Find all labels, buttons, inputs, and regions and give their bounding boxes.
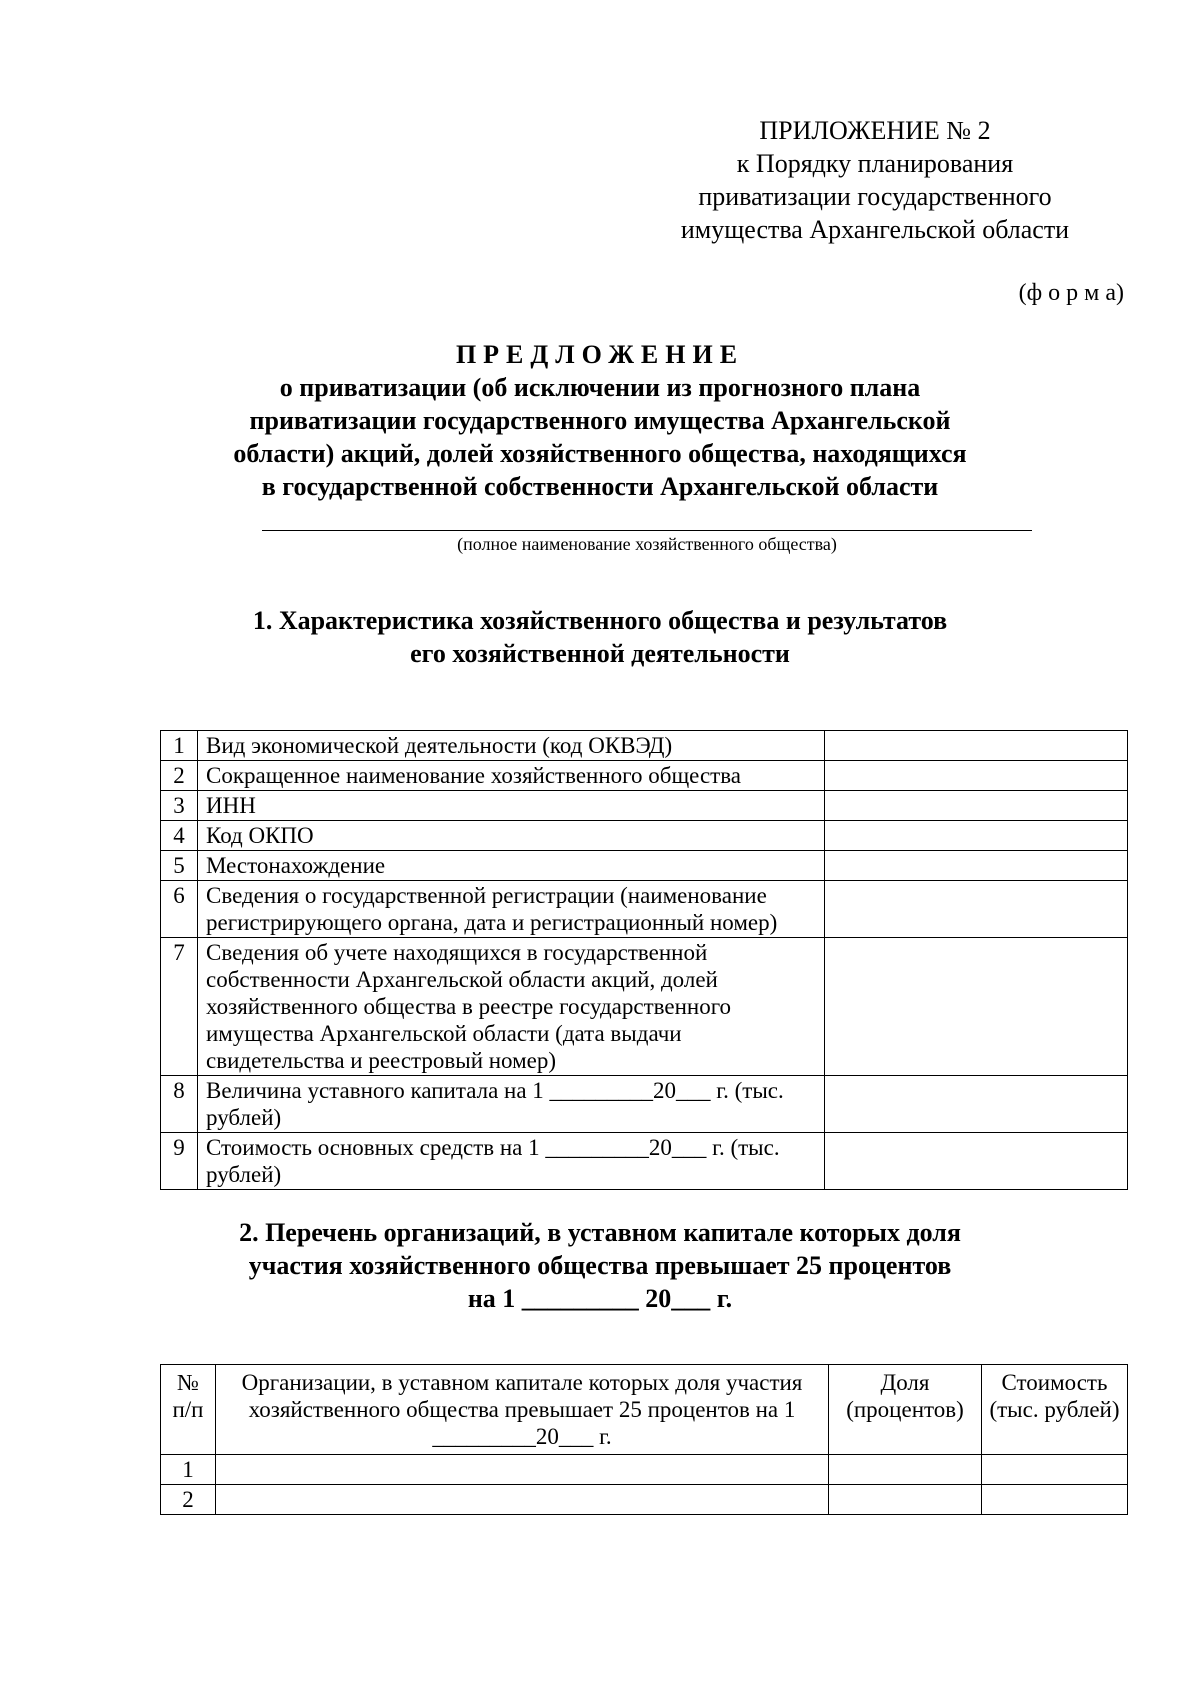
table-row — [161, 761, 1128, 791]
appendix-line: ПРИЛОЖЕНИЕ № 2 — [759, 116, 991, 145]
section1-title-line: 1. Характеристика хозяйственного общества и результатов — [252, 606, 948, 635]
table-row — [161, 851, 1128, 881]
row-value-cell[interactable] — [825, 881, 1128, 938]
row-number: 2 — [161, 761, 198, 791]
row-label: Сведения о государственной регистрации (наименование регистрирующего органа, дата и регистрационный номер) — [198, 881, 825, 938]
section1-title — [0, 604, 1200, 670]
section2-title-line: участия хозяйственного общества превышает 25 процентов — [248, 1251, 952, 1280]
table-row — [161, 731, 1128, 761]
row-label: Вид экономической деятельности (код ОКВЭД) — [198, 731, 825, 761]
value-cell[interactable] — [982, 1485, 1128, 1515]
row-value-cell[interactable] — [825, 1133, 1128, 1190]
appendix-header — [640, 114, 1110, 246]
section2-title-line: на 1 _________ 20___ г. — [467, 1284, 733, 1313]
header-value: Стоимость (тыс. рублей) — [982, 1365, 1128, 1455]
appendix-line: имущества Архангельской области — [680, 215, 1070, 244]
table-row — [161, 1485, 1128, 1515]
table-row — [161, 1076, 1128, 1133]
row-number: 4 — [161, 821, 198, 851]
company-name-field[interactable] — [262, 530, 1032, 531]
table-row — [161, 1455, 1128, 1485]
row-label: Местонахождение — [198, 851, 825, 881]
row-number: 2 — [161, 1485, 216, 1515]
title-heading: ПРЕДЛОЖЕНИЕ — [455, 340, 745, 369]
row-number: 7 — [161, 938, 198, 1076]
table-row — [161, 938, 1128, 1076]
share-cell[interactable] — [829, 1455, 982, 1485]
header-organizations: Организации, в уставном капитале которых доля участия хозяйственного общества превышает 25 процентов на 1 _________20___ г. — [216, 1365, 829, 1455]
row-value-cell[interactable] — [825, 1076, 1128, 1133]
row-value-cell[interactable] — [825, 821, 1128, 851]
title-line: приватизации государственного имущества Архангельской — [249, 406, 951, 435]
table-row — [161, 881, 1128, 938]
company-characteristics-table — [160, 730, 1128, 1190]
header-share: Доля (процентов) — [829, 1365, 982, 1455]
row-label: Код ОКПО — [198, 821, 825, 851]
section1-title-line: его хозяйственной деятельности — [410, 639, 790, 668]
row-label: Сокращенное наименование хозяйственного общества — [198, 761, 825, 791]
header-number: № п/п — [161, 1365, 216, 1455]
row-number: 1 — [161, 1455, 216, 1485]
appendix-line: приватизации государственного — [698, 182, 1052, 211]
row-value-cell[interactable] — [825, 731, 1128, 761]
row-number: 6 — [161, 881, 198, 938]
title-line: о приватизации (об исключении из прогнозного плана — [279, 373, 921, 402]
row-value-cell[interactable] — [825, 791, 1128, 821]
row-number: 3 — [161, 791, 198, 821]
company-name-caption: (полное наименование хозяйственного общества) — [457, 534, 837, 554]
row-label: ИНН — [198, 791, 825, 821]
row-value-cell[interactable] — [825, 851, 1128, 881]
row-value-cell[interactable] — [825, 761, 1128, 791]
organization-cell[interactable] — [216, 1485, 829, 1515]
organization-cell[interactable] — [216, 1455, 829, 1485]
title-line: в государственной собственности Архангельской области — [261, 472, 939, 501]
row-number: 5 — [161, 851, 198, 881]
row-label: Сведения об учете находящихся в государственной собственности Архангельской области акций, долей хозяйственного общества в реестре государственного имущества Архангельской области (дата выдачи свидетельства и реестровый номер) — [198, 938, 825, 1076]
row-value-cell[interactable] — [825, 938, 1128, 1076]
table-header-row — [161, 1365, 1128, 1455]
section2-title-line: 2. Перечень организаций, в уставном капитале которых доля — [239, 1218, 961, 1247]
value-cell[interactable] — [982, 1455, 1128, 1485]
section2-title — [0, 1216, 1200, 1315]
row-label: Величина уставного капитала на 1 _________20___ г. (тыс. рублей) — [198, 1076, 825, 1133]
row-number: 1 — [161, 731, 198, 761]
table-row — [161, 791, 1128, 821]
organizations-table — [160, 1364, 1128, 1515]
appendix-line: к Порядку планирования — [736, 149, 1014, 178]
table-row — [161, 1133, 1128, 1190]
row-label: Стоимость основных средств на 1 _________20___ г. (тыс. рублей) — [198, 1133, 825, 1190]
row-number: 9 — [161, 1133, 198, 1190]
form-label: (ф о р м а) — [1018, 280, 1124, 306]
table-row — [161, 821, 1128, 851]
share-cell[interactable] — [829, 1485, 982, 1515]
row-number: 8 — [161, 1076, 198, 1133]
title-line: области) акций, долей хозяйственного общества, находящихся — [233, 439, 967, 468]
document-title — [0, 338, 1200, 503]
